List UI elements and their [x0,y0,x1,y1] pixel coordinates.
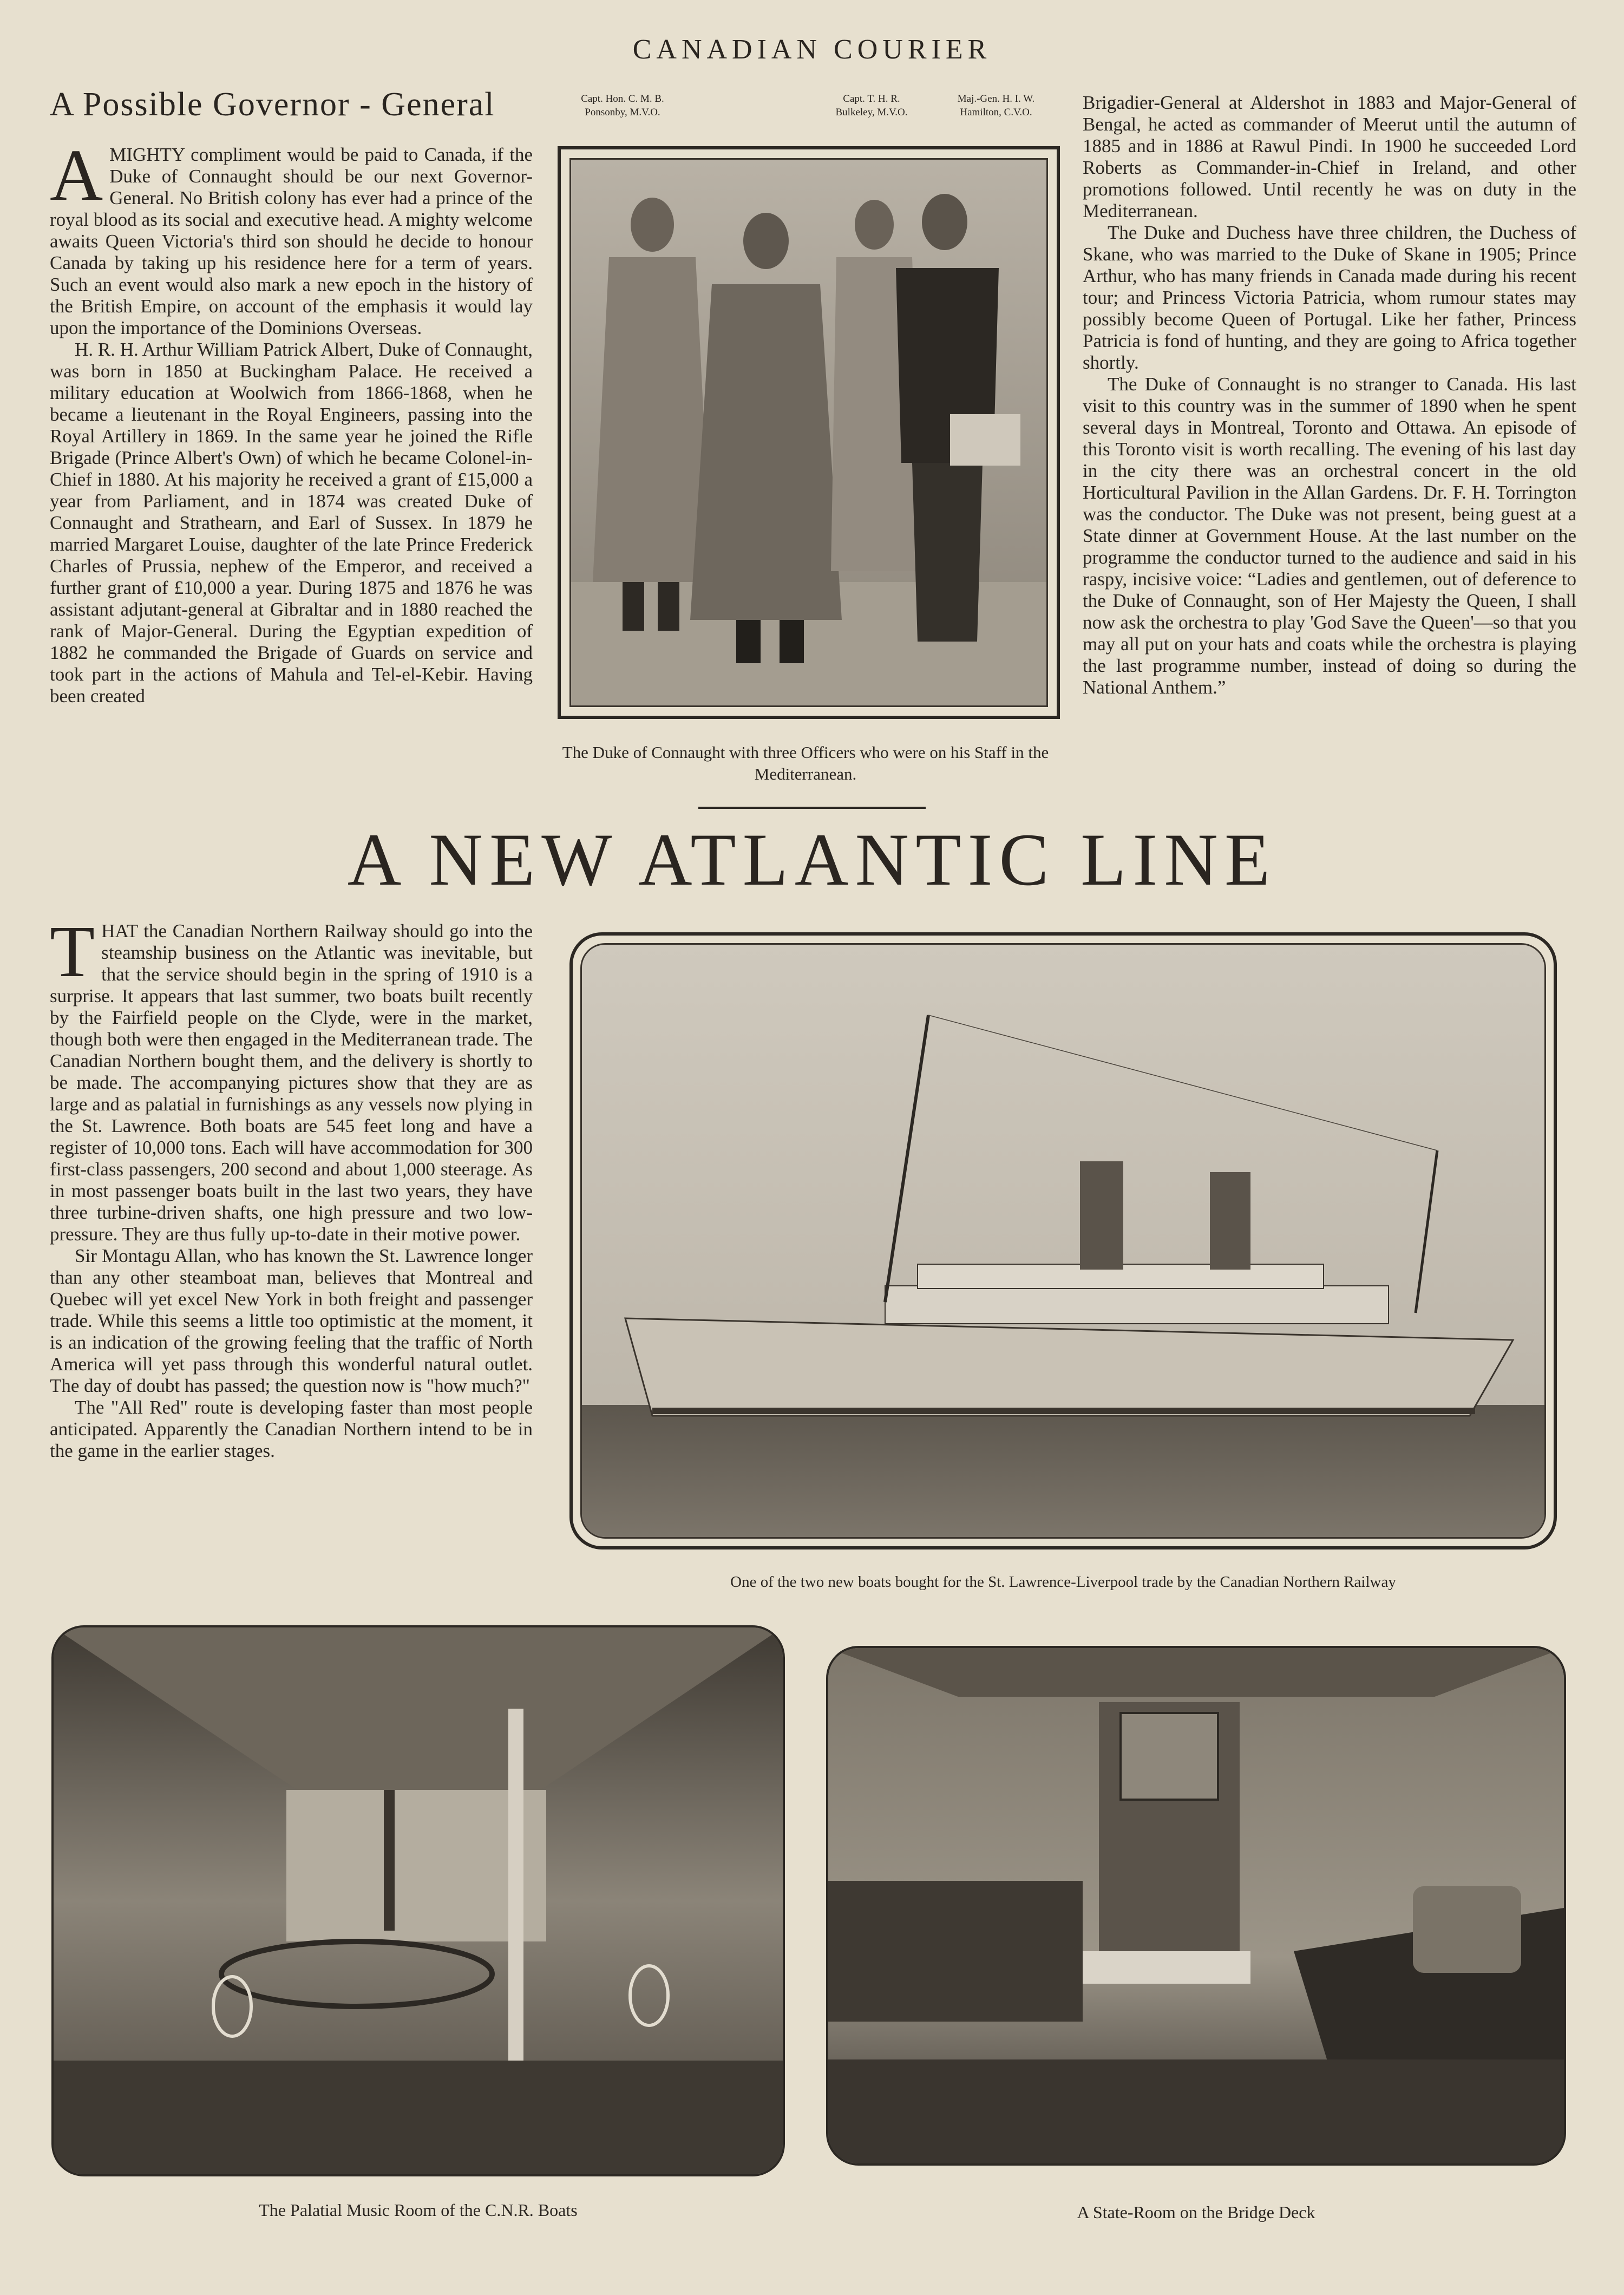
label-line: Capt. Hon. C. M. B. [581,93,664,104]
officers-photo-caption: The Duke of Connaught with three Officers who were on his Staff in the Mediterranean. [562,743,1049,783]
label-line: Bulkeley, M.V.O. [835,107,908,118]
article1-left-column [50,135,533,707]
photo-label-ponsonby [563,92,682,119]
ship-photo-caption: One of the two new boats bought for the St. Lawrence-Liverpool trade by the Canadian Northern Railway [730,1573,1396,1591]
state-room-caption: A State-Room on the Bridge Deck [1077,2202,1315,2222]
article1-p1-text: MIGHTY compliment would be paid to Canada, if the Duke of Connaught should be our next Governor-General. No British colony has ever had a prince of the royal blood as its social and executive head. A mighty welcome awaits Queen Victoria's third son should he decide to honour Canada by taking up his residence here for a term of years. Such an event would also mark a new epoch in the history of the British Empire, on account of the emphasis it would lay upon the importance of the Dominions Overseas. [50,144,533,338]
state-room-photo [826,1646,1566,2166]
article1-right-paragraph-2: The Duke and Duchess have three children, the Duchess of Skane, who was married to the Duke of Skane in 1905; Prince Arthur, who has many friends in Canada made during his recent tour; and Princess Victoria Patricia, whom rumour states may possibly become Queen of Portugal. Like her father, Princess Patricia is fond of hunting, and they are going to Africa together shortly. [1083,222,1576,373]
article2-p1-text: HAT the Canadian Northern Railway should go into the steamship business on the Atlantic was inevitable, but that the service should begin in the spring of 1910 is a surprise. It appears that last summer, two boats built recently by the Fairfield people on the Clyde, were in the market, though both were then engaged in the Mediterranean trade. The Canadian Northern bought them, and the delivery is shortly to be made. The accompanying pictures show that they are as large and as palatial in furnishings as any vessels now plying in the St. Lawrence. Both boats are 545 feet long and have a register of 10,000 tons. Each will have accommodation for 300 first-class passengers, 200 second and about 1,000 steerage. As in most passenger boats built in the last two years, they have three turbine-driven shafts, one high pressure and two low-pressure. They are thus fully up-to-date in their motive power. [50,920,533,1245]
ship-photo [580,943,1546,1539]
music-room-caption: The Palatial Music Room of the C.N.R. Boats [259,2200,578,2220]
magazine-header: CANADIAN COURIER [632,34,992,65]
photo-label-bulkeley [812,92,931,119]
label-line: Hamilton, C.V.O. [960,107,1032,118]
officers-photo-frame [558,146,1060,719]
article1-paragraph-1 [50,135,533,339]
officers-photo [569,158,1048,707]
article2-paragraph-1 [50,911,533,1245]
article1-paragraph-2: H. R. H. Arthur William Patrick Albert, Duke of Connaught, was born in 1850 at Buckingham Palace. He received a military education at Woolwich from 1866-1868, when he became a lieutenant in the Royal Engineers, passing into the Royal Artillery in 1869. In the same year he joined the Rifle Brigade (Prince Albert's Own) of which he became Colonel-in-Chief in 1880. At his majority he received a grant of £15,000 a year from Parliament, and in 1874 was created Duke of Connaught and Strathearn, and Earl of Sussex. In 1879 he married Margaret Louise, daughter of the late Prince Frederick Charles of Prussia, nephew of the Emperor, and received a further grant of £10,000 a year. During 1875 and 1876 he was assistant adjutant-general at Gibraltar and in 1880 reached the rank of Major-General. During the Egyptian expedition of 1882 he commanded the Brigade of Guards on service and took part in the actions of Mahula and Tel-el-Kebir. Having been created [50,339,533,707]
dropcap-a: A [50,135,103,216]
article-title: A Possible Governor - General [50,86,495,123]
article2-paragraph-3: The "All Red" route is developing faster than most people anticipated. Apparently the Canadian Northern intend to be in the game in the earlier stages. [50,1397,533,1461]
music-room-photo [51,1625,785,2176]
article1-right-column [1083,92,1576,698]
article2-text-column [50,911,533,1462]
label-line: Capt. T. H. R. [843,93,900,104]
label-line: Maj.-Gen. H. I. W. [957,93,1035,104]
article2-headline: A NEW ATLANTIC LINE [347,818,1277,901]
label-line: Ponsonby, M.V.O. [585,107,660,118]
article2-paragraph-2: Sir Montagu Allan, who has known the St. Lawrence longer than any other steamboat man, believes that Montreal and Quebec will yet excel New York in both freight and passenger trade. While this seems a little too optimistic at the moment, it is an indication of the growing feeling that the traffic of North America will yet pass through this wonderful natural outlet. The day of doubt has passed; the question now is "how much?" [50,1245,533,1396]
article1-right-paragraph-3: The Duke of Connaught is no stranger to Canada. His last visit to this country was in the summer of 1890 when he spent several days in Montreal, Toronto and Ottawa. An episode of this Toronto visit is worth recalling. The evening of his last day in the city there was an orchestral concert in the old Horticultural Pavilion in the Allan Gardens. Dr. F. H. Torrington was the conductor. The Duke was not present, being guest at a State dinner at Government House. At the last number on the programme the conductor turned to the audience and said in his raspy, incisive voice: “Ladies and gentlemen, out of deference to the Duke of Connaught, son of Her Majesty the Queen, I shall now ask the orchestra to play 'God Save the Queen'—so that you may all put on your hats and coats while the orchestra is playing the last programme number, instead of doing so during the National Anthem.” [1083,374,1576,698]
ship-photo-frame [569,932,1557,1549]
divider-rule [698,807,926,809]
dropcap-t: T [50,911,95,992]
photo-label-hamilton [937,92,1056,119]
article1-right-paragraph-1: Brigadier-General at Aldershot in 1883 and Major-General of Bengal, he acted as commander of Meerut until the autumn of 1885 and in 1886 at Rawul Pindi. In 1900 he succeeded Lord Roberts as Commander-in-Chief in Ireland, and other promotions followed. Until recently he was on duty in the Mediterranean. [1083,92,1576,221]
